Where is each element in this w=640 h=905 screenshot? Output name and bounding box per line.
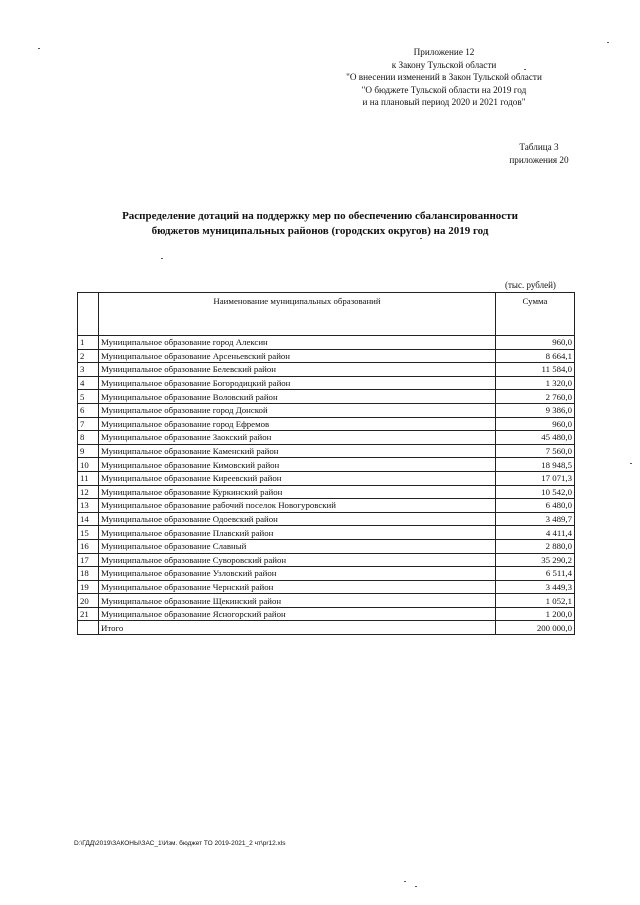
- cell-name: Муниципальное образование Белевский район: [99, 363, 496, 377]
- cell-sum: 11 584,0: [496, 363, 575, 377]
- appendix-line-1: Приложение 12: [413, 47, 475, 57]
- scan-speck: [404, 881, 406, 882]
- cell-num: 15: [78, 526, 99, 540]
- cell-name: Муниципальное образование Одоевский район: [99, 512, 496, 526]
- cell-sum: 7 560,0: [496, 444, 575, 458]
- cell-sum: 960,0: [496, 336, 575, 350]
- table-row: [78, 363, 575, 377]
- cell-name: Муниципальное образование Плавский район: [99, 526, 496, 540]
- table-row: [78, 444, 575, 458]
- total-cell-num: [78, 621, 99, 635]
- table-row: [78, 485, 575, 499]
- appendix-line-3: "О внесении изменений в Закон Тульской области: [346, 72, 542, 82]
- scan-speck: [630, 463, 632, 464]
- cell-name: Муниципальное образование Узловский район: [99, 567, 496, 581]
- table-row: [78, 349, 575, 363]
- cell-name: Муниципальное образование город Донской: [99, 403, 496, 417]
- cell-name: Муниципальное образование Арсеньевский район: [99, 349, 496, 363]
- table-row: [78, 458, 575, 472]
- table-row: [78, 567, 575, 581]
- cell-name: Муниципальное образование Щекинский район: [99, 594, 496, 608]
- table-row: [78, 417, 575, 431]
- cell-name: Муниципальное образование Каменский район: [99, 444, 496, 458]
- cell-sum: 18 948,5: [496, 458, 575, 472]
- cell-num: 8: [78, 431, 99, 445]
- total-cell-sum: 200 000,0: [496, 621, 575, 635]
- table-row: [78, 580, 575, 594]
- cell-sum: 6 511,4: [496, 567, 575, 581]
- subsidy-table: [77, 292, 575, 635]
- cell-sum: 3 489,7: [496, 512, 575, 526]
- cell-sum: 960,0: [496, 417, 575, 431]
- table-row: [78, 376, 575, 390]
- cell-num: 17: [78, 553, 99, 567]
- cell-name: Муниципальное образование город Алексин: [99, 336, 496, 350]
- cell-num: 19: [78, 580, 99, 594]
- cell-name: Муниципальное образование Чернский район: [99, 580, 496, 594]
- cell-sum: 17 071,3: [496, 471, 575, 485]
- cell-name: Муниципальное образование Киреевский район: [99, 471, 496, 485]
- cell-num: 7: [78, 417, 99, 431]
- cell-sum: 8 664,1: [496, 349, 575, 363]
- cell-sum: 9 386,0: [496, 403, 575, 417]
- cell-num: 5: [78, 390, 99, 404]
- cell-num: 11: [78, 471, 99, 485]
- cell-name: Муниципальное образование Воловский район: [99, 390, 496, 404]
- cell-name: Муниципальное образование Кимовский район: [99, 458, 496, 472]
- appendix-line-4: "О бюджете Тульской области на 2019 год: [361, 84, 527, 95]
- appendix-header: [314, 46, 574, 109]
- cell-num: 12: [78, 485, 99, 499]
- cell-name: Муниципальное образование Заокский район: [99, 431, 496, 445]
- table-row: [78, 512, 575, 526]
- scan-speck: [161, 258, 163, 259]
- cell-name: Муниципальное образование Ясногорский район: [99, 607, 496, 621]
- cell-sum: 1 320,0: [496, 376, 575, 390]
- table-body: [78, 336, 575, 635]
- cell-sum: 35 290,2: [496, 553, 575, 567]
- cell-num: 3: [78, 363, 99, 377]
- header-name: Наименование муниципальных образований: [99, 293, 496, 336]
- cell-num: 18: [78, 567, 99, 581]
- cell-name: Муниципальное образование рабочий поселок Новогуровский: [99, 499, 496, 513]
- cell-sum: 2 880,0: [496, 539, 575, 553]
- scan-speck: [420, 238, 422, 239]
- cell-num: 6: [78, 403, 99, 417]
- document-title: [40, 209, 600, 239]
- title-line-1: Распределение дотаций на поддержку мер по обеспечению сбалансированности: [122, 210, 518, 222]
- appendix-line-5: и на плановый период 2020 и 2021 годов": [362, 97, 526, 107]
- cell-sum: 10 542,0: [496, 485, 575, 499]
- cell-name: Муниципальное образование Суворовский район: [99, 553, 496, 567]
- cell-name: Муниципальное образование Куркинский район: [99, 485, 496, 499]
- cell-sum: 45 480,0: [496, 431, 575, 445]
- cell-num: 1: [78, 336, 99, 350]
- scan-speck: [524, 69, 526, 70]
- table-row: [78, 539, 575, 553]
- cell-sum: 2 760,0: [496, 390, 575, 404]
- units-label: (тыс. рублей): [505, 280, 556, 290]
- table-row: [78, 499, 575, 513]
- table-row: [78, 594, 575, 608]
- table-header-row: [78, 293, 575, 336]
- table-row: [78, 431, 575, 445]
- table-row: [78, 336, 575, 350]
- table-total-row: [78, 621, 575, 635]
- table-row: [78, 390, 575, 404]
- cell-num: 2: [78, 349, 99, 363]
- table-row: [78, 471, 575, 485]
- file-path-footer: D:\ГДД\2019\ЗАКОНЫ\ЗАС_1\Изм. бюджет ТО 2019-2021_2 чт\pr12.xls: [74, 840, 286, 847]
- cell-sum: 6 480,0: [496, 499, 575, 513]
- scan-speck: [607, 42, 609, 43]
- table-reference: [484, 141, 594, 167]
- header-sum: Сумма: [496, 293, 575, 336]
- cell-sum: 3 449,3: [496, 580, 575, 594]
- cell-name: Муниципальное образование Богородицкий район: [99, 376, 496, 390]
- appendix-line-2: к Закону Тульской области: [391, 59, 497, 70]
- cell-num: 21: [78, 607, 99, 621]
- title-line-2: бюджетов муниципальных районов (городских округов) на 2019 год: [151, 225, 489, 237]
- table-ref-line-1: Таблица 3: [519, 142, 559, 152]
- cell-num: 10: [78, 458, 99, 472]
- cell-sum: 4 411,4: [496, 526, 575, 540]
- scan-speck: [415, 886, 417, 887]
- header-num: [78, 293, 99, 336]
- cell-sum: 1 052,1: [496, 594, 575, 608]
- cell-num: 13: [78, 499, 99, 513]
- cell-name: Муниципальное образование Славный: [99, 539, 496, 553]
- table-row: [78, 403, 575, 417]
- cell-sum: 1 200,0: [496, 607, 575, 621]
- cell-num: 14: [78, 512, 99, 526]
- cell-num: 20: [78, 594, 99, 608]
- table-row: [78, 526, 575, 540]
- cell-num: 16: [78, 539, 99, 553]
- cell-name: Муниципальное образование город Ефремов: [99, 417, 496, 431]
- table-row: [78, 553, 575, 567]
- table-ref-line-2: приложения 20: [509, 155, 569, 165]
- cell-num: 4: [78, 376, 99, 390]
- scan-speck: [38, 48, 40, 49]
- total-cell-name: Итого: [99, 621, 496, 635]
- table-row: [78, 607, 575, 621]
- cell-num: 9: [78, 444, 99, 458]
